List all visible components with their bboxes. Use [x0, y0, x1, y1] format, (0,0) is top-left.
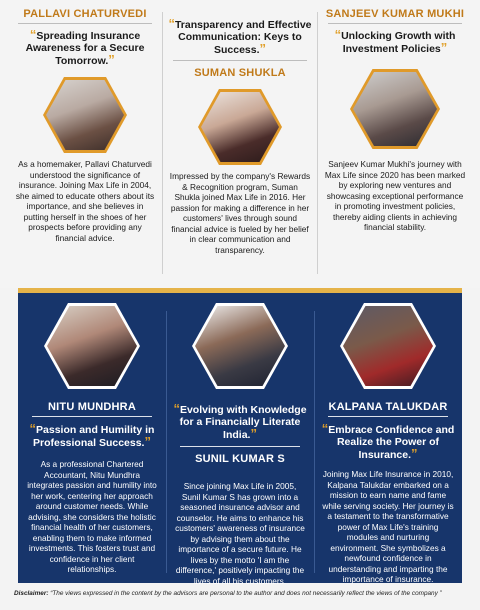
divider	[32, 416, 152, 417]
disclaimer-label: Disclaimer:	[14, 590, 49, 597]
advisor-bio: Joining Max Life Insurance in 2010, Kalpana Talukdar embarked on a mission to earn name and fame while serving society. Her journey is a testament to the transformative power of Max Life's training modules and nurturing environment. She symbolizes a newfound confidence in understanding and imparting the importance of insurance.	[322, 469, 454, 584]
advisor-quote: “Transparency and Effective Communication: Keys to Success.”	[168, 16, 312, 56]
open-quote-icon: “	[173, 401, 180, 416]
advisor-quote: “Passion and Humility in Professional Success.”	[29, 421, 155, 449]
advisor-name: KALPANA TALUKDAR	[328, 401, 448, 413]
advisor-photo	[350, 69, 440, 149]
advisor-name: SUNIL KUMAR S	[195, 453, 285, 465]
open-quote-icon: “	[29, 27, 37, 42]
divider	[166, 311, 167, 573]
close-quote-icon: ”	[250, 426, 257, 441]
advisor-photo	[340, 303, 436, 389]
divider	[162, 12, 163, 274]
advisor-card-suman	[165, 8, 315, 255]
advisor-quote: “Embrace Confidence and Realize the Power of Insurance.”	[321, 421, 455, 461]
divider	[317, 12, 318, 274]
advisor-bio: As a homemaker, Pallavi Chaturvedi understood the significance of insurance. Joining Max Life in 2004, she aimed to educate others about its importance, and she believes in putting herself in the shoes of her prospects before providing any financial advice.	[15, 159, 155, 243]
close-quote-icon: ”	[108, 52, 115, 67]
advisor-bio: As a professional Chartered Accountant, Nitu Mundhra integrates passion and humility into her work, centering her approach around customer needs. While advising, she considers the holistic financial health of her customers, enabling them to make informed investments. This fosters trust and confidence in her client relationships.	[27, 459, 157, 574]
advisor-name: SANJEEV KUMAR MUKHI	[325, 8, 465, 20]
disclaimer	[14, 590, 474, 597]
advisor-card-pallavi	[10, 8, 160, 243]
bottom-section	[18, 293, 462, 586]
advisor-quote: “Evolving with Knowledge for a Financially Literate India.”	[173, 401, 307, 441]
advisor-name: NITU MUNDHRA	[48, 401, 136, 413]
advisor-bio: Since joining Max Life in 2005, Sunil Kumar S has grown into a seasoned insurance advisor and counselor. He aims to enhance his customers' awareness of insurance by advising them about the importance of a secure future. He lives by the motto 'I am the difference,' positively impacting the lives of all his customers.	[175, 481, 305, 586]
advisor-bio: Sanjeev Kumar Mukhi's journey with Max Life since 2020 has been marked by exploring new ventures and showcasing exceptional performance in promoting investment policies, thereby aiding clients in achieving financial stability.	[324, 159, 466, 232]
top-section	[0, 0, 480, 288]
advisor-photo	[198, 89, 282, 165]
advisor-photo	[43, 77, 127, 153]
advisor-quote: “Spreading Insurance Awareness for a Secure Tomorrow.”	[25, 27, 145, 67]
advisor-card-nitu	[22, 299, 162, 575]
advisor-photo	[44, 303, 140, 389]
open-quote-icon: “	[321, 421, 329, 436]
advisor-name: PALLAVI CHATURVEDI	[23, 8, 147, 20]
advisor-name: SUMAN SHUKLA	[194, 67, 286, 79]
disclaimer-text: “The views expressed in the content by the advisors are personal to the author and does not necessarily reflect the views of the company ”	[50, 590, 442, 597]
divider	[173, 60, 307, 61]
advisor-photo	[192, 303, 288, 389]
advisor-card-sanjeev	[320, 8, 470, 233]
close-quote-icon: ”	[440, 40, 448, 55]
open-quote-icon: “	[29, 421, 37, 436]
open-quote-icon: “	[334, 27, 342, 42]
open-quote-icon: “	[168, 16, 175, 31]
divider	[328, 23, 462, 24]
advisor-bio: Impressed by the company's Rewards & Recognition program, Suman Shukla joined Max Life in 2016. Her passion for making a difference in her customers' lives through sound financial advice is fueled by her belief in clear communication and transparency.	[169, 171, 311, 255]
advisor-quote: “Unlocking Growth with Investment Policies”	[334, 27, 456, 55]
divider	[328, 416, 448, 417]
close-quote-icon: ”	[144, 434, 151, 449]
divider	[180, 446, 300, 447]
close-quote-icon: ”	[411, 446, 418, 461]
advisor-card-kalpana	[318, 299, 458, 585]
divider	[18, 23, 152, 24]
close-quote-icon: ”	[259, 41, 267, 56]
divider	[314, 311, 315, 573]
advisor-card-sunil	[170, 299, 310, 586]
